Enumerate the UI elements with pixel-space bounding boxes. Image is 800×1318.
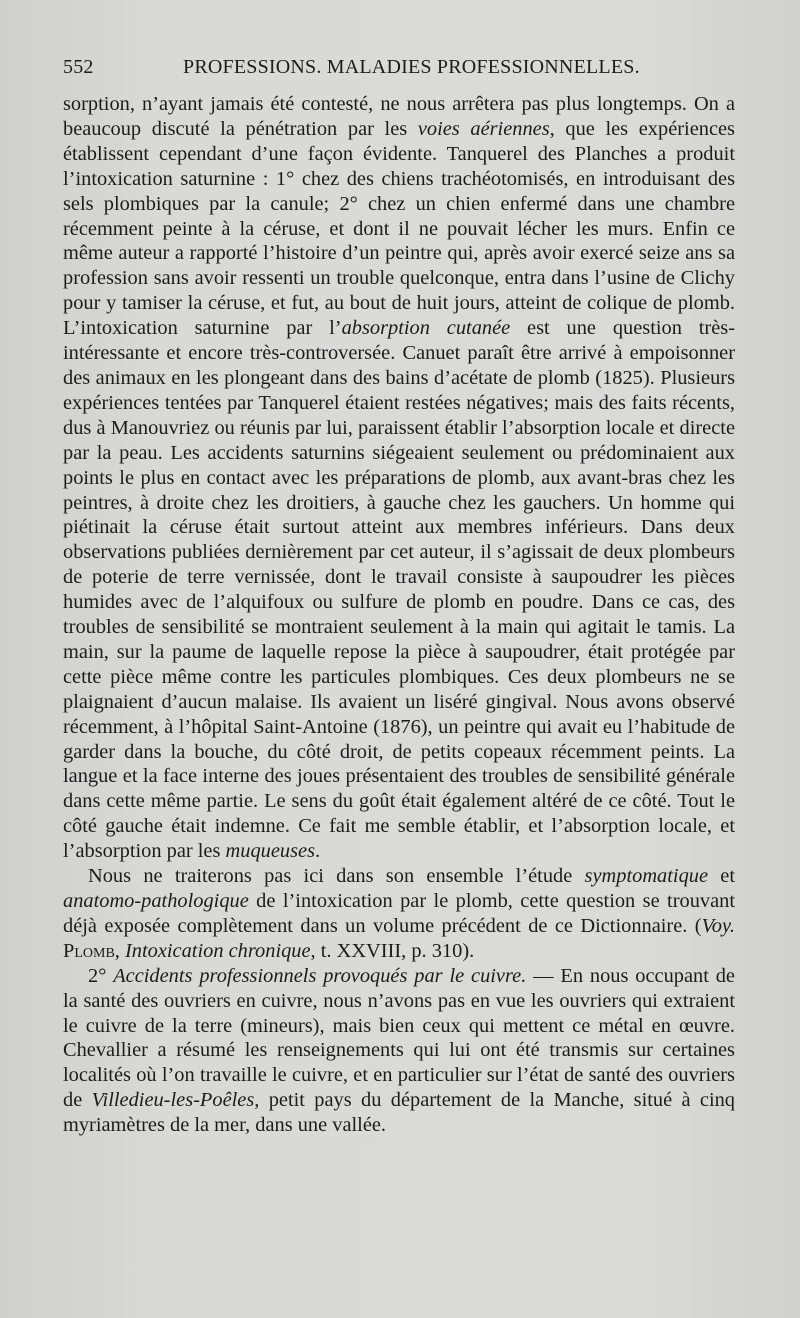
text-segment: et: [708, 865, 735, 888]
text-segment: ,: [114, 939, 125, 962]
text-segment: — En nous occupant de la santé des ouvriers en cuivre, nous n’avons pas en vue les ouvriers qui extraient le cuivre de la terre (mineurs), mais bien ceux qui mettent ce métal en œuvre. Chevallier a résumé les renseignements qui lui ont été transmis sur certaines localités où l’on travaille le cuivre, et en particulier sur l’état de santé des ouvriers de: [63, 964, 735, 1112]
running-title: PROFESSIONS. MALADIES PROFESSIONNELLES.: [183, 56, 640, 78]
text-segment: anatomo-pathologique: [63, 890, 249, 912]
paragraph-copper: [63, 964, 735, 1138]
text-segment: Voy.: [701, 914, 735, 937]
paragraph-symptomatology: [63, 864, 735, 964]
text-segment: , que les expériences établissent cependant d’une façon évidente. Tanquerel des Planches a produit l’intoxication saturnine : 1° chez des chiens trachéotomisés, en introduisant des sels plombiques par la canule; 2° chez un chien enfermé dans une chambre récemment peinte à la céruse, et dont il ne pouvait lécher les murs. Enfin ce même auteur a rapporté l’histoire d’un peintre qui, après avoir exercé seize ans sa profession sans avoir ressenti un trouble quelconque, entra dans l’usine de Clichy pour y tamiser la céruse, et fut, au bout de huit jours, atteint de colique de plomb. L’intoxication saturnine par l’: [63, 117, 735, 340]
body-text: [63, 92, 735, 1138]
text-segment: Accidents professionnels provoqués par le cuivre.: [113, 964, 527, 987]
text-segment: Intoxication chronique: [125, 939, 311, 962]
text-segment: de l’intoxication par le plomb, cette question se trouvant déjà exposée complètement dans un volume précédent de ce Dictionnaire. (: [63, 890, 735, 937]
text-segment: voies aériennes: [417, 117, 550, 140]
page-number: 552: [63, 56, 94, 78]
text-segment: sorption, n’ayant jamais été contesté, ne nous arrêtera pas plus longtemps. On a beaucoup discuté la pénétration par les: [63, 93, 735, 140]
text-segment: .: [315, 840, 321, 863]
text-segment: , t. XXVIII, p. 310).: [310, 939, 475, 962]
text-segment: , petit pays du département de la Manche, situé à cinq myriamètres de la mer, dans une vallée.: [63, 1089, 736, 1137]
text-segment: est une question très-intéressante et encore très-controversée. Canuet paraît être arrivé à empoisonner des animaux en les plongeant dans des bains d’acétate de plomb (1825). Plusieurs expériences tentées par Tanquerel étaient restées négatives; mais des faits récents, dus à Manouvriez ou réunis par lui, paraissent établir l’absorption locale et directe par la peau. Les accidents saturnins siégeaient seulement ou prédominaient aux points le plus en contact avec les préparations de plomb, aux avant-bras chez les peintres, à droite chez les droitiers, à gauche chez les gauchers. Un homme qui piétinait la céruse était surtout atteint aux membres inférieurs. Dans deux observations publiées dernièrement par cet auteur, il s’agissait de deux plombeurs de poterie de terre vernissée, dont le travail consiste à saupoudrer les pièces humides avec de l’alquifoux ou sulfure de plomb en poudre. Dans ce cas, des troubles de sensibilité se montraient seulement à la main qui agitait le tamis. La main, sur la paume de laquelle repose la pièce à saupoudrer, était protégée par cette pièce même contre les particules plombiques. Ces deux plombeurs ne se plaignaient d’aucun malaise. Ils avaient un liséré gingival. Nous avons observé récemment, à l’hôpital Saint-Antoine (1876), un peintre qui avait eu l’habitude de garder dans la bouche, du côté droit, de petits copeaux récemment peints. La langue et la face interne des joues présentaient des troubles de sensibilité générale dans cette même partie. Le sens du goût était également altéré de ce côté. Tout le côté gauche était indemne. Ce fait me semble établir, et l’absorption locale, et l’absorption par les: [63, 317, 735, 863]
show-through-text: [420, 1236, 750, 1254]
text-segment: symptomatique: [584, 865, 709, 888]
text-segment: 2°: [88, 964, 114, 987]
text-segment: Plomb: [63, 939, 115, 962]
paragraph-absorption: [63, 92, 735, 864]
text-segment: Nous ne traiterons pas ici dans son ensemble l’étude: [88, 865, 585, 888]
page-header: [63, 56, 740, 86]
text-segment: absorption cutanée: [341, 317, 511, 340]
text-segment: muqueuses: [225, 840, 316, 863]
text-segment: Villedieu-les-Poêles: [91, 1089, 255, 1112]
